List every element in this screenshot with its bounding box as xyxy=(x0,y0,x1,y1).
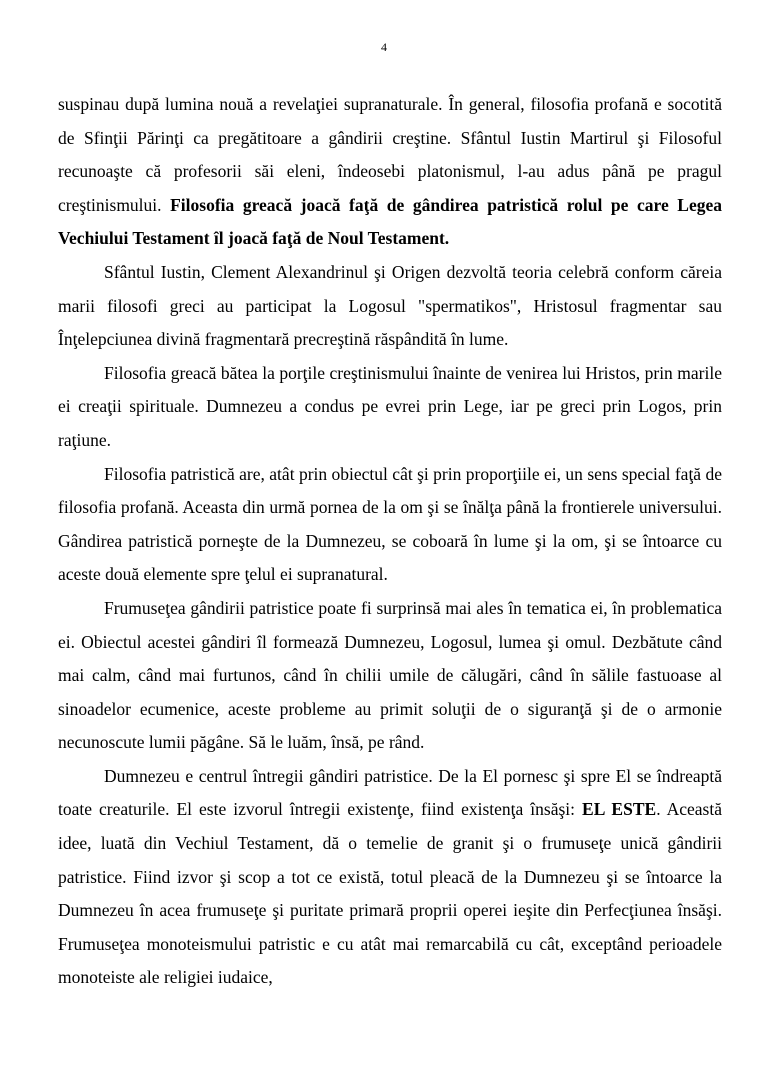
paragraph-text: suspinau după lumina nouă a revelaţiei supranaturale. În general, filosofia profană e socotită de Sfinţii Părinţi ca pregătitoare a gândirii creştine. Sfântul Iustin Martirul şi Filosoful recunoaşte că profesorii săi eleni, îndeosebi platonismul, l-au adus până pe pragul creştinismului. xyxy=(58,94,722,215)
paragraph-text: Frumuseţea gândirii patristice poate fi surprinsă mai ales în tematica ei, în problematica ei. Obiectul acestei gândiri îl formează Dumnezeu, Logosul, lumea şi omul. Dezbătute când mai calm, când mai furtunos, când în chilii umile de călugări, când în sălile fastuoase al sinoadelor ecumenice, aceste probleme au primit soluţii de o siguranţă şi de o armonie necunoscute lumii păgâne. Să le luăm, însă, pe rând. xyxy=(58,597,722,753)
paragraph-3 xyxy=(58,357,722,458)
paragraph-text: . Această idee, luată din Vechiul Testament, dă o temelie de granit şi o frumuseţe unică gândirii patristice. Fiind izvor şi scop a tot ce există, totul pleacă de la Dumnezeu şi se întoarce la Dumnezeu în acea frumuseţe şi puritate primară proprii operei ieşite din Perfecţiunea însăşi. Frumuseţea monoteismului patristic e cu atât mai remarcabilă cu cât, exceptând perioadele monoteiste ale religiei iudaice, xyxy=(58,799,722,988)
bold-statement: Filosofia greacă joacă faţă de gândirea patristică rolul pe care Legea Vechiului Testament îl joacă faţă de Noul Testament. xyxy=(58,194,723,249)
paragraph-text: Dumnezeu e centrul întregii gândiri patristice. De la El pornesc şi spre El se îndreaptă toate creaturile. El este izvorul întregii existenţe, fiind existenţa însăşi: xyxy=(58,765,722,820)
page-number: 4 xyxy=(381,40,387,54)
paragraph-text: Sfântul Iustin, Clement Alexandrinul şi Origen dezvoltă teoria celebră conform căreia marii filosofi greci au participat la Logosul "spermatikos", Hristosul fragmentar sau Înţelepciunea divină fragmentară precreştină răspândită în lume. xyxy=(58,261,722,350)
paragraph-2 xyxy=(58,256,722,357)
body-text xyxy=(58,88,722,995)
bold-phrase: EL ESTE xyxy=(582,799,657,820)
paragraph-5 xyxy=(58,592,722,760)
paragraph-4 xyxy=(58,458,722,592)
paragraph-1 xyxy=(58,88,722,256)
paragraph-6 xyxy=(58,760,722,995)
paragraph-text: Filosofia patristică are, atât prin obiectul cât şi prin proporţiile ei, un sens special faţă de filosofia profană. Aceasta din urmă pornea de la om şi se înălţa până la frontierele universului. Gândirea patristică porneşte de la Dumnezeu, se coboară în lume şi la om, şi se întoarce cu aceste două elemente spre ţelul ei supranatural. xyxy=(58,463,722,585)
paragraph-text: Filosofia greacă bătea la porţile creştinismului înainte de venirea lui Hristos, prin marile ei creaţii spirituale. Dumnezeu a condus pe evrei prin Lege, iar pe greci prin Logos, prin raţiune. xyxy=(58,362,722,450)
